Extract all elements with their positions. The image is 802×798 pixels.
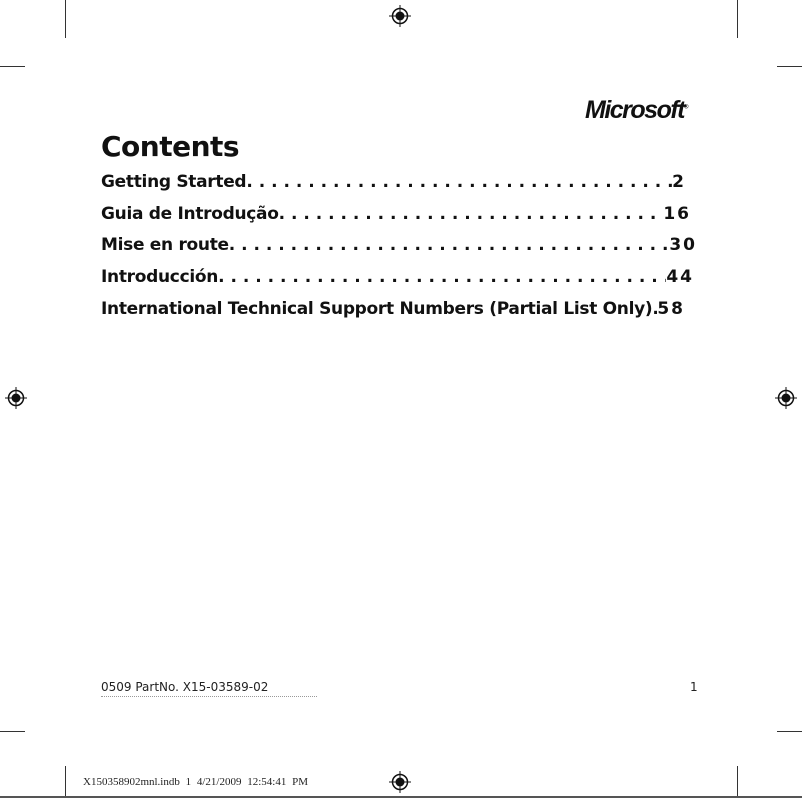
- table-of-contents: [101, 172, 701, 330]
- toc-label: International Technical Support Numbers (Partial List Only): [101, 298, 653, 319]
- crop-mark: [0, 66, 25, 67]
- toc-page: 58: [657, 298, 685, 319]
- crop-mark: [777, 731, 802, 732]
- toc-page: 16: [663, 203, 691, 224]
- toc-entry[interactable]: [101, 299, 685, 331]
- toc-entry[interactable]: [101, 172, 686, 204]
- toc-label: Mise en route: [101, 235, 229, 256]
- crop-mark: [65, 0, 66, 38]
- toc-page: 44: [666, 267, 694, 288]
- registration-mark-icon: [775, 387, 797, 409]
- part-number: 0509 PartNo. X15-03589-02: [101, 680, 317, 697]
- crop-mark: [737, 766, 738, 798]
- registration-mark-icon: [5, 387, 27, 409]
- logo-text: Microsoft: [585, 96, 684, 124]
- page-number: 1: [690, 680, 698, 694]
- toc-entry[interactable]: [101, 204, 691, 236]
- toc-label: Introducción: [101, 267, 219, 288]
- page-title: Contents: [101, 130, 240, 163]
- dot-leader: [279, 204, 664, 224]
- registration-mark-icon: [389, 5, 411, 27]
- toc-entry[interactable]: [101, 267, 694, 299]
- toc-label: Getting Started: [101, 172, 247, 192]
- print-slug: X150358902mnl.indb 1 4/21/2009 12:54:41 PM: [83, 776, 308, 788]
- dot-leader: [229, 235, 670, 255]
- toc-page: 30: [669, 235, 697, 256]
- toc-entry[interactable]: [101, 235, 697, 267]
- registration-mark-icon: [389, 771, 411, 793]
- microsoft-logo: Microsoft®: [585, 96, 689, 124]
- crop-mark: [0, 731, 25, 732]
- toc-page: 2: [672, 172, 686, 192]
- dot-leader: [246, 172, 672, 192]
- dot-leader: [218, 267, 666, 287]
- crop-mark: [737, 0, 738, 38]
- crop-mark: [777, 66, 802, 67]
- crop-mark: [65, 766, 66, 798]
- toc-label: Guia de Introdução: [101, 203, 279, 224]
